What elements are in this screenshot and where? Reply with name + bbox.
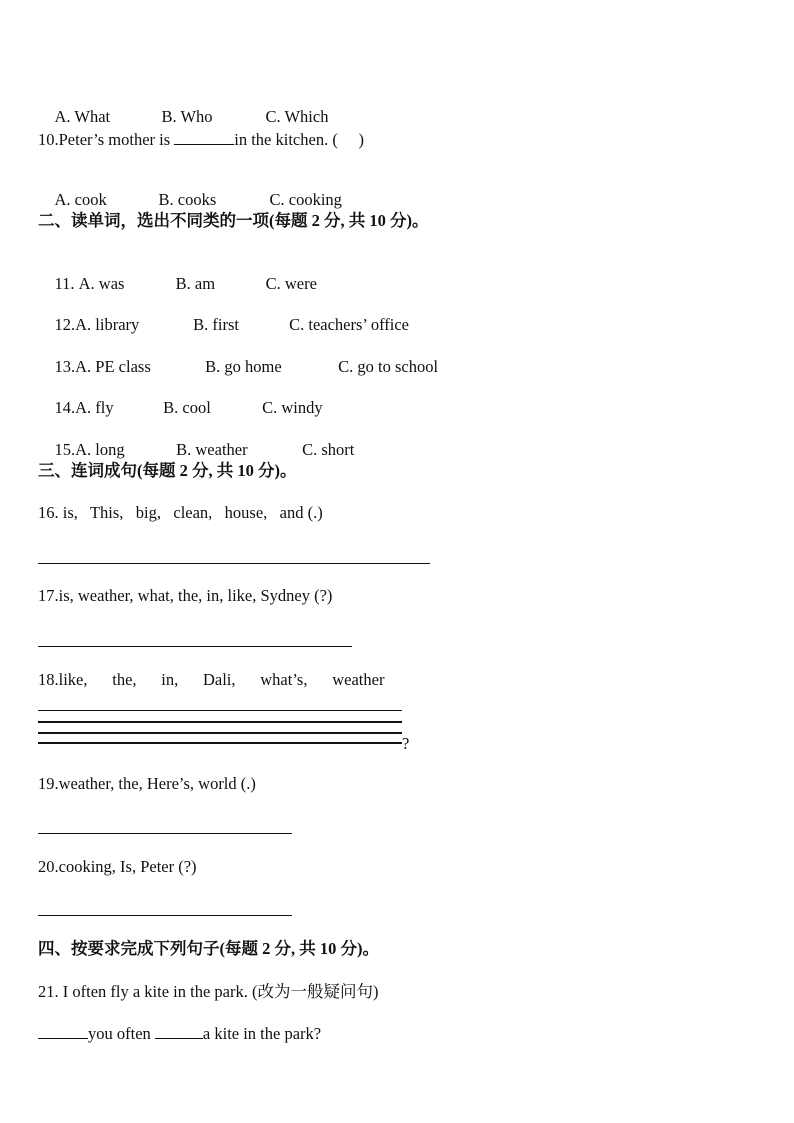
- option-c: C. go to school: [338, 357, 439, 376]
- question-20: 20.cooking, Is, Peter (?): [38, 857, 197, 876]
- option-a: A. fly: [75, 398, 114, 417]
- answer-text-2: a kite in the park?: [202, 1024, 322, 1043]
- option-a: A. cook: [54, 190, 107, 209]
- option-c: C. Which: [265, 107, 329, 126]
- answer-line-16[interactable]: [38, 563, 430, 564]
- option-b: B. cooks: [158, 190, 217, 209]
- question-number: 14.: [54, 398, 76, 417]
- option-a: A. What: [54, 107, 111, 126]
- answer-blank[interactable]: [174, 129, 234, 145]
- answer-line-17[interactable]: [38, 646, 352, 647]
- answer-text-1: you often: [88, 1024, 155, 1043]
- question-10: [38, 129, 364, 150]
- answer-line-18c[interactable]: [38, 732, 402, 734]
- option-b: B. first: [193, 315, 239, 334]
- section-4-heading: 四、按要求完成下列句子(每题 2 分, 共 10 分)。: [38, 939, 379, 958]
- answer-line-19[interactable]: [38, 833, 292, 834]
- option-c: C. windy: [262, 398, 323, 417]
- option-b: B. am: [175, 274, 216, 293]
- option-c: C. teachers’ office: [289, 315, 409, 334]
- option-b: B. go home: [205, 357, 282, 376]
- question-19: 19.weather, the, Here’s, world (.): [38, 774, 256, 793]
- question-number: 15.: [54, 440, 76, 459]
- question-text: 10.Peter’s mother is: [38, 130, 175, 149]
- question-17: 17.is, weather, what, the, in, like, Sydney (?): [38, 586, 333, 605]
- option-c: C. were: [265, 274, 317, 293]
- question-21: 21. I often fly a kite in the park. (改为一般疑问句): [38, 982, 379, 1001]
- option-b: B. Who: [161, 107, 213, 126]
- option-a: A. PE class: [75, 357, 151, 376]
- option-c: C. cooking: [269, 190, 342, 209]
- question-16: 16. is, This, big, clean, house, and (.): [38, 503, 323, 522]
- option-a: A. long: [75, 440, 125, 459]
- question-number: 11.: [54, 274, 75, 293]
- answer-line-18d[interactable]: [38, 742, 402, 744]
- answer-line-20[interactable]: [38, 915, 292, 916]
- answer-line-18b[interactable]: [38, 721, 402, 723]
- section-3-heading: 三、连词成句(每题 2 分, 共 10 分)。: [38, 461, 297, 480]
- question-mark: ?: [402, 734, 410, 753]
- question-number: 12.: [54, 315, 76, 334]
- answer-blank-1[interactable]: [38, 1023, 88, 1039]
- question-21-answer: [38, 1023, 321, 1044]
- option-b: B. weather: [176, 440, 248, 459]
- section-2-heading: 二、读单词，选出不同类的一项(每题 2 分, 共 10 分)。: [38, 211, 429, 230]
- answer-line-18a[interactable]: [38, 710, 402, 711]
- question-number: 13.: [54, 357, 76, 376]
- question-18: 18.like, the, in, Dali, what’s, weather: [38, 670, 385, 689]
- option-b: B. cool: [163, 398, 211, 417]
- option-c: C. short: [302, 440, 355, 459]
- option-a: A. library: [75, 315, 140, 334]
- option-a: A. was: [78, 274, 125, 293]
- answer-blank-2[interactable]: [155, 1023, 203, 1039]
- question-text-end: in the kitchen. ( ): [234, 130, 364, 149]
